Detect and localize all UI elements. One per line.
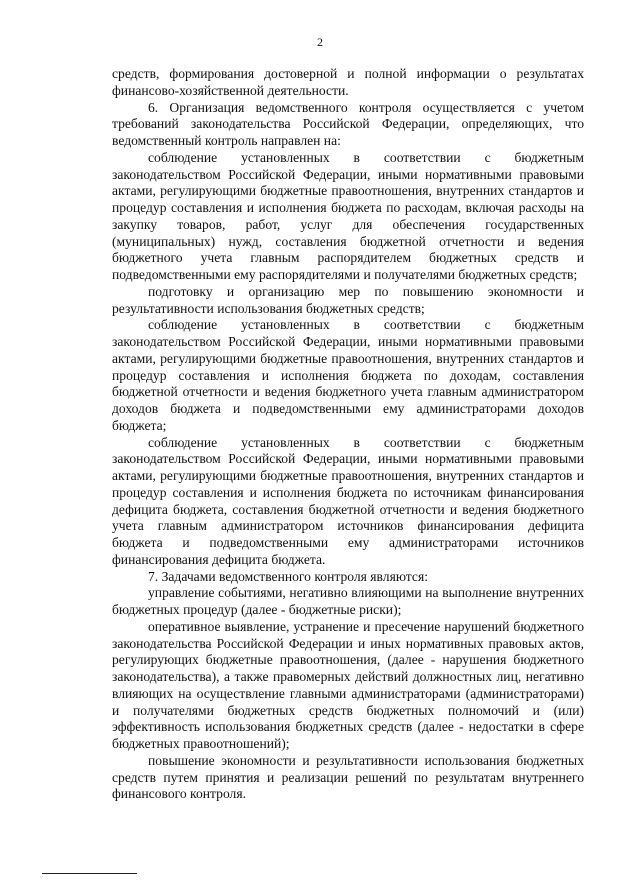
paragraph-violations-detection: оперативное выявление, устранение и пресечение нарушений бюджетного законодательства Российской Федерации и иных нормативных правовых актов, регулирующих бюджетные правоотношения, (далее - нарушения бюджетного законодательства), а также правомерных действий должностных лиц, негативно влияющих на осуществление главными администраторами (администраторами) и получателями бюджетных средств бюджетных полномочий и (или) эффективность использования бюджетных средств (далее - недостатки в сфере бюджетных правоотношений); — [112, 618, 584, 751]
paragraph-item-7: 7. Задачами ведомственного контроля являются: — [148, 568, 428, 584]
document-body — [112, 66, 584, 803]
paragraph-item-6: 6. Организация ведомственного контроля осуществляется с учетом требований законодательства Российской Федерации, определяющих, что ведомственный контроль направлен на: — [112, 99, 584, 148]
paragraph-revenue-compliance: соблюдение установленных в соответствии с бюджетным законодательством Российской Федерации, иными нормативными правовыми актами, регулирующими бюджетные правоотношения, внутренних стандартов и процедур составления и исполнения бюджета по доходам, составления бюджетной отчетности и ведения бюджетного учета главным администратором доходов бюджета и подведомственными ему администраторами доходов бюджета; — [112, 317, 584, 433]
paragraph-risk-management: управление событиями, негативно влияющими на выполнение внутренних бюджетных процедур (далее - бюджетные риски); — [112, 585, 584, 617]
paragraph-deficit-financing-compliance: соблюдение установленных в соответствии с бюджетным законодательством Российской Федерации, иными нормативными правовыми актами, регулирующими бюджетные правоотношения, внутренних стандартов и процедур составления и исполнения бюджета по источникам финансирования дефицита бюджета, составления бюджетной отчетности и ведения бюджетного учета главным администратором источников финансирования дефицита бюджета и подведомственными ему администраторами источников финансирования дефицита бюджета. — [112, 434, 584, 567]
paragraph-efficiency-measures: подготовку и организацию мер по повышению экономности и результативности использования бюджетных средств; — [112, 283, 584, 316]
paragraph-efficiency-improvement: повышение экономности и результативности использования бюджетных средств путем принятия и реализации решений по результатам внутреннего финансового контроля. — [112, 752, 584, 802]
page-number: 2 — [317, 35, 323, 49]
footer-divider — [42, 873, 137, 874]
paragraph-expenditure-compliance: соблюдение установленных в соответствии с бюджетным законодательством Российской Федерации, иными нормативными правовыми актами, регулирующими бюджетные правоотношения, внутренних стандартов и процедур составления и исполнения бюджета по расходам, включая расходы на закупку товаров, работ, услуг для обеспечения государственных (муниципальных) нужд, составления бюджетной отчетности и ведения бюджетного учета главным распорядителем бюджетных средств и подведомственными ему распорядителями и получателями бюджетных средств; — [112, 149, 584, 282]
paragraph-continuation: средств, формирования достоверной и полной информации о результатах финансово-хозяйственной деятельности. — [112, 66, 584, 98]
